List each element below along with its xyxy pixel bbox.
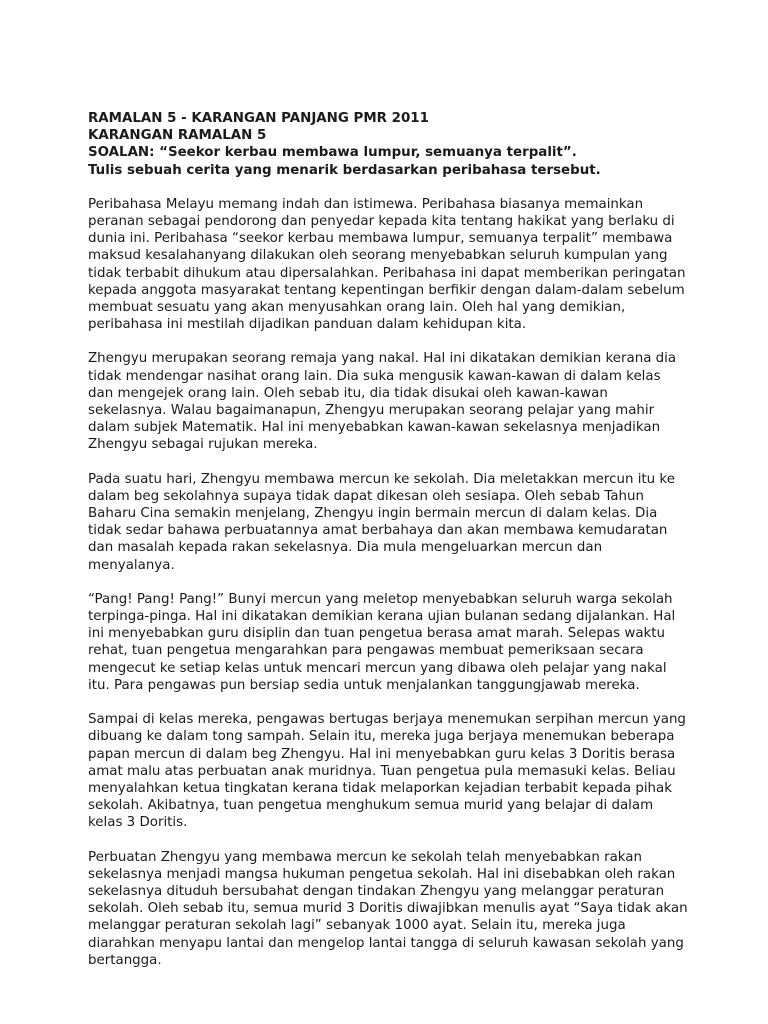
essay-header bbox=[88, 110, 689, 179]
document-page bbox=[88, 110, 689, 986]
essay-title: RAMALAN 5 - KARANGAN PANJANG PMR 2011 bbox=[88, 111, 429, 126]
essay-paragraph-2: Zhengyu merupakan seorang remaja yang nakal. Hal ini dikatakan demikian kerana dia tidak mendengar nasihat orang lain. Dia suka mengusik kawan-kawan di dalam kelas dan mengejek orang lain. Oleh sebab itu, dia tidak disukai oleh kawan-kawan sekelasnya. Walau bagaimanapun, Zhengyu merupakan seorang pelajar yang mahir dalam subjek Matematik. Hal ini menyebabkan kawan-kawan sekelasnya menjadikan Zhengyu sebagai rujukan mereka. bbox=[88, 351, 677, 453]
essay-question: SOALAN: “Seekor kerbau membawa lumpur, semuanya terpalit”. bbox=[88, 145, 577, 161]
essay-subtitle: KARANGAN RAMALAN 5 bbox=[88, 128, 267, 144]
essay-paragraph-1: Peribahasa Melayu memang indah dan istimewa. Peribahasa biasanya memainkan peranan sebagai pendorong dan penyedar kepada kita tentang hakikat yang berlaku di dunia ini. Peribahasa “seekor kerbau membawa lumpur, semuanya terpalit” membawa maksud kesalahanyang dilakukan oleh seorang menyebabkan seluruh kumpulan yang tidak terbabit dihukum atau dipersalahkan. Peribahasa ini dapat memberikan peringatan kepada anggota masyarakat tentang kepentingan berfikir dengan dalam-dalam sebelum membuat sesuatu yang akan menyusahkan orang lain. Oleh hal yang demikian, peribahasa ini mestilah dijadikan panduan dalam kehidupan kita. bbox=[88, 196, 686, 333]
essay-paragraph-4: “Pang! Pang! Pang!” Bunyi mercun yang meletop menyebabkan seluruh warga sekolah terpinga-pinga. Hal ini dikatakan demikian kerana ujian bulanan sedang dijalankan. Hal ini menyebabkan guru disiplin dan tuan pengetua berasa amat marah. Selepas waktu rehat, tuan pengetua mengarahkan para pengawas membuat pemeriksaan secara mengecut ke setiap kelas untuk mencari mercun yang dibawa oleh pelajar yang nakal itu. Para pengawas pun bersiap sedia untuk menjalankan tanggungjawab mereka. bbox=[88, 591, 676, 693]
essay-instruction: Tulis sebuah cerita yang menarik berdasarkan peribahasa tersebut. bbox=[88, 162, 601, 178]
essay-paragraph-5: Sampai di kelas mereka, pengawas bertugas berjaya menemukan serpihan mercun yang dibuang ke dalam tong sampah. Selain itu, mereka juga berjaya menemukan beberapa papan mercun di dalam beg Zhengyu. Hal ini menyebabkan guru kelas 3 Doritis berasa amat malu atas perbuatan anak muridnya. Tuan pengetua pula memasuki kelas. Beliau menyalahkan ketua tingkatan kerana tidak melaporkan kejadian terbabit kepada pihak sekolah. Akibatnya, tuan pengetua menghukum semua murid yang belajar di dalam kelas 3 Doritis. bbox=[88, 712, 686, 831]
essay-paragraph-3: Pada suatu hari, Zhengyu membawa mercun ke sekolah. Dia meletakkan mercun itu ke dalam beg sekolahnya supaya tidak dapat dikesan oleh sesiapa. Oleh sebab Tahun Baharu Cina semakin menjelang, Zhengyu ingin bermain mercun di dalam kelas. Dia tidak sedar bahawa perbuatannya amat berbahaya dan akan membawa kemudaratan dan masalah kepada rakan sekelasnya. Dia mula mengeluarkan mercun dan menyalanya. bbox=[88, 471, 675, 573]
essay-paragraph-6: Perbuatan Zhengyu yang membawa mercun ke sekolah telah menyebabkan rakan sekelasnya menjadi mangsa hukuman pengetua sekolah. Hal ini disebabkan oleh rakan sekelasnya dituduh bersubahat dengan tindakan Zhengyu yang melanggar peraturan sekolah. Oleh sebab itu, semua murid 3 Doritis diwajibkan menulis ayat “Saya tidak akan melanggar peraturan sekolah lagi” sebanyak 1000 ayat. Selain itu, mereka juga diarahkan menyapu lantai dan mengelop lantai tangga di seluruh kawasan sekolah yang bertangga. bbox=[88, 849, 688, 968]
